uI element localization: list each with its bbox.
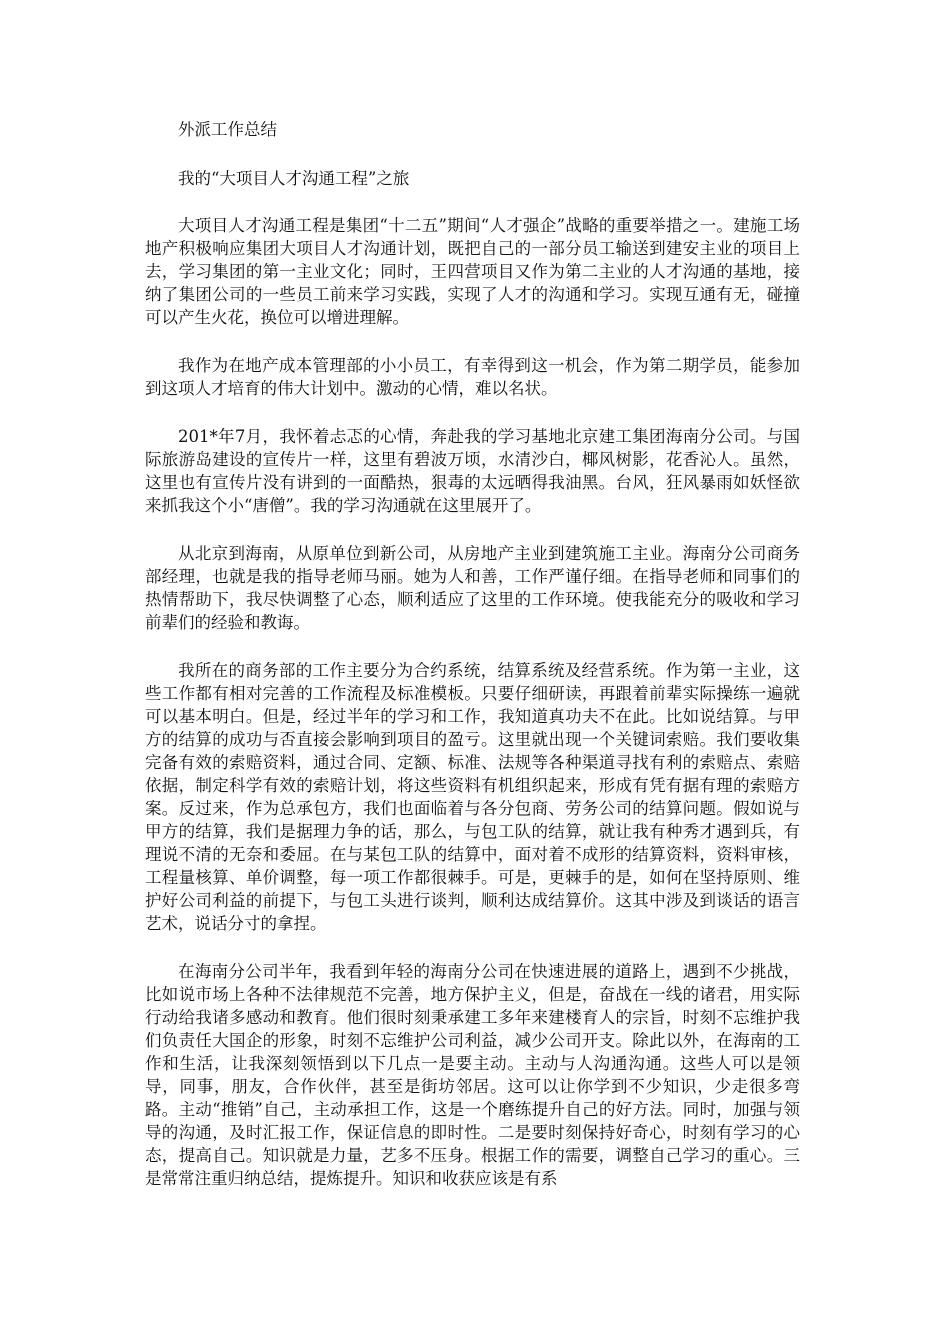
paragraph-intro: 大项目人才沟通工程是集团“十二五”期间“人才强企”战略的重要举措之一。建施工场地产积极响应集团大项目人才沟通计划，既把自己的一部分员工输送到建安主业的项目上去，学习集团的第一主业文化；同时，王四营项目又作为第二主业的人才沟通的基地，接纳了集团公司的一些员工前来学习实践，实现了人才的沟通和学习。实现互通有无，碰撞可以产生火花，换位可以增进理解。 bbox=[145, 216, 800, 327]
document-title: 外派工作总结 bbox=[178, 120, 277, 139]
document-subtitle: 我的“大项目人才沟通工程”之旅 bbox=[178, 169, 410, 188]
document-body bbox=[145, 118, 800, 1215]
paragraph-commerce-work: 我所在的商务部的工作主要分为合约系统，结算系统及经营系统。作为第一主业，这些工作都有相对完善的工作流程及标准模板。只要仔细研读，再跟着前辈实际操练一遍就可以基本明白。但是，经过半年的学习和工作，我知道真功夫不在此。比如说结算。与甲方的结算的成功与否直接会影响到项目的盈亏。这里就出现一个关键词索赔。我们要收集完备有效的索赔资料，通过合同、定额、标准、法规等各种渠道寻找有利的索赔点、索赔依据，制定科学有效的索赔计划，将这些资料有机组织起来，形成有凭有据有理的索赔方案。反过来，作为总承包方，我们也面临着与各分包商、劳务公司的结算问题。假如说与甲方的结算，我们是据理力争的话，那么，与包工队的结算，就让我有种秀才遇到兵，有理说不清的无奈和委屈。在与某包工队的结算中，面对着不成形的结算资料，资料审核，工程量核算、单价调整，每一项工作都很棘手。可是，更棘手的是，如何在坚持原则、维护好公司利益的前提下，与包工头进行谈判，顺利达成结算价。这其中涉及到谈话的语言艺术，说话分寸的拿捏。 bbox=[145, 661, 800, 933]
paragraph-adjustment: 从北京到海南，从原单位到新公司，从房地产主业到建筑施工主业。海南分公司商务部经理，也就是我的指导老师马丽。她为人和善，工作严谨仔细。在指导老师和同事们的热情帮助下，我尽快调整了心态，顺利适应了这里的工作环境。使我能充分的吸收和学习前辈们的经验和教诲。 bbox=[145, 544, 800, 632]
paragraph-reflection: 在海南分公司半年，我看到年轻的海南分公司在快速进展的道路上，遇到不少挑战，比如说市场上各种不法律规范不完善，地方保护主义，但是，奋战在一线的诸君，用实际行动给我诸多感动和教育。他们很时刻秉承建工多年来建楼育人的宗旨，时刻不忘维护我们负责任大国企的形象，时刻不忘维护公司利益，减少公司开支。除此以外，在海南的工作和生活，让我深刻领悟到以下几点一是要主动。主动与人沟通沟通。这些人可以是领导，同事，朋友，合作伙伴，甚至是街坊邻居。这可以让你学到不少知识，少走很多弯路。主动“推销”自己，主动承担工作，这是一个磨练提升自己的好方法。同时，加强与领导的沟通，及时汇报工作，保证信息的即时性。二是要时刻保持好奇心，时刻有学习的心态，提高自己。知识就是力量，艺多不压身。根据工作的需要，调整自己学习的重心。三是常常注重归纳总结，提炼提升。知识和收获应该是有系 bbox=[145, 962, 800, 1188]
paragraph-opportunity: 我作为在地产成本管理部的小小员工，有幸得到这一机会，作为第二期学员，能参加到这项人才培育的伟大计划中。激动的心情，难以名状。 bbox=[145, 356, 800, 398]
paragraph-arrival: 201*年7月，我怀着忐忑的心情，奔赴我的学习基地北京建工集团海南分公司。与国际旅游岛建设的宣传片一样，这里有碧波万顷，水清沙白，椰风树影，花香沁人。虽然，这里也有宣传片没有讲到的一面酷热，狠毒的太远晒得我油黑。台风，狂风暴雨如妖怪欲来抓我这个小“唐僧”。我的学习沟通就在这里展开了。 bbox=[145, 427, 800, 515]
